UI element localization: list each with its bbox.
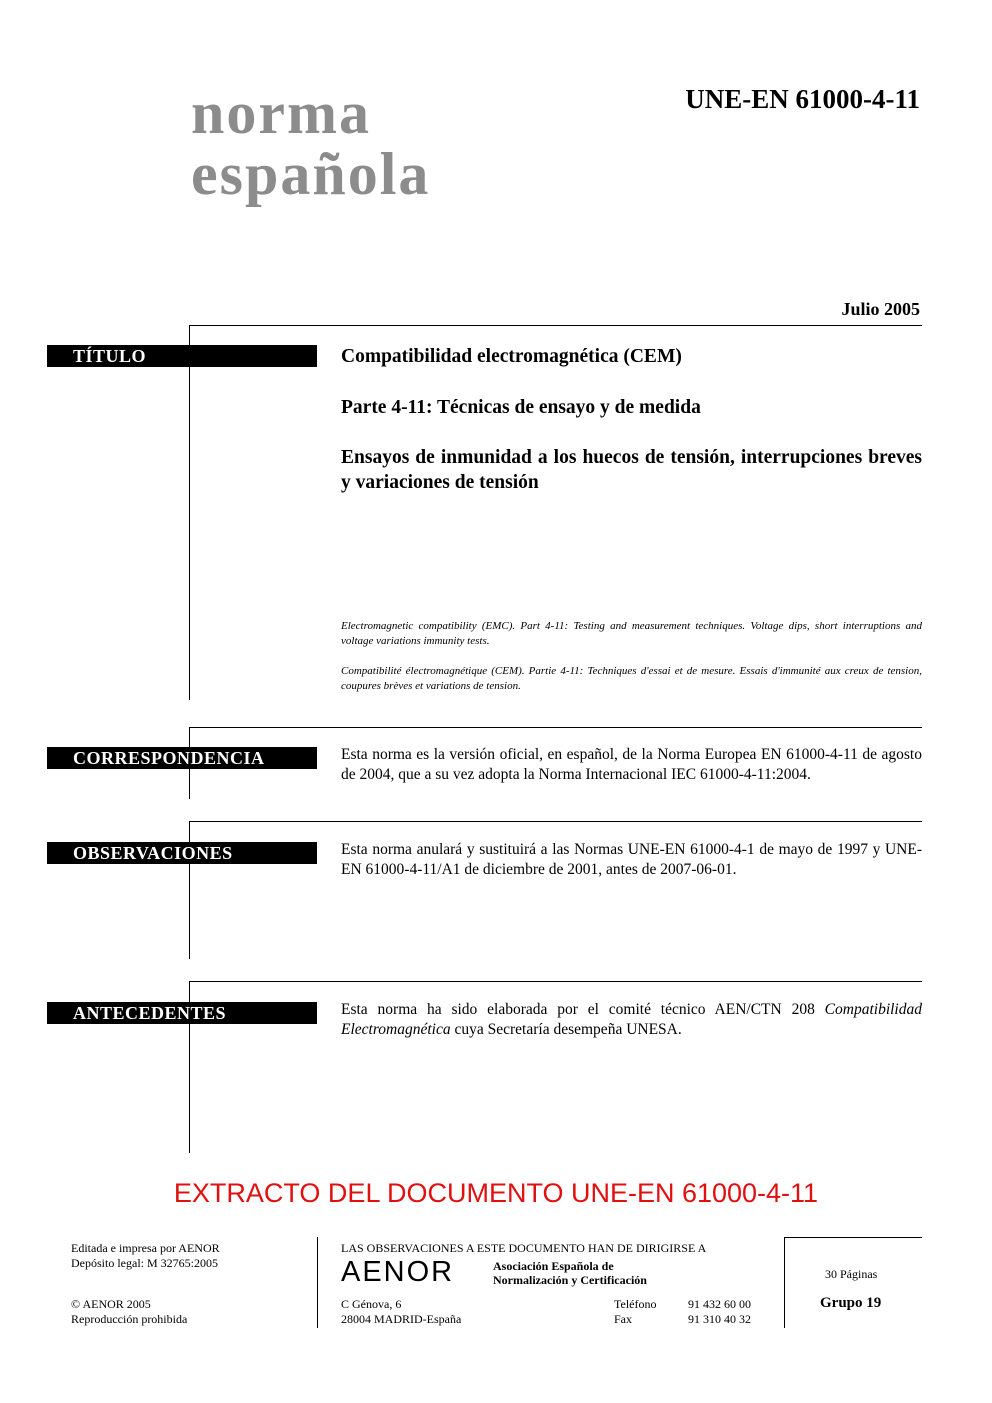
section-divider bbox=[189, 981, 922, 982]
observaciones-label: OBSERVACIONES bbox=[47, 842, 317, 864]
antecedentes-label: ANTECEDENTES bbox=[47, 1002, 317, 1024]
pages-box-left bbox=[784, 1237, 785, 1328]
title-english: Electromagnetic compatibility (EMC). Part 4-11: Testing and measurement techniques. Voltage dips, short interruptions and voltage variations immunity tests. bbox=[341, 620, 922, 647]
aenor-address: C Génova, 6 28004 MADRID-España bbox=[341, 1297, 462, 1326]
section-divider bbox=[189, 727, 922, 728]
title-line-3: Ensayos de inmunidad a los huecos de tensión, interrupciones breves y variaciones de tensión bbox=[341, 447, 922, 493]
price-group: Grupo 19 bbox=[820, 1295, 882, 1311]
observaciones-text: Esta norma anulará y sustituirá a las Normas UNE-EN 61000-4-1 de mayo de 1997 y UNE-EN 61000-4-11/A1 de diciembre de 2001, antes de 2007-06-01. bbox=[341, 841, 922, 878]
pages-box-top bbox=[784, 1237, 922, 1238]
titulo-label: TÍTULO bbox=[47, 345, 317, 367]
aenor-full-name: Asociación Española de Normalización y Certificación bbox=[493, 1259, 647, 1287]
footer-rule bbox=[317, 1237, 318, 1328]
title-line-2: Parte 4-11: Técnicas de ensayo y de medida bbox=[341, 397, 701, 418]
contact-numbers: 91 432 60 00 91 310 40 32 bbox=[688, 1297, 751, 1326]
contact-labels: Teléfono Fax bbox=[614, 1297, 657, 1326]
title-french: Compatibilité électromagnétique (CEM). Partie 4-11: Techniques d'essai et de mesure. Essais d'immunité aux creux de tension, coupures brèves et variations de tension. bbox=[341, 665, 922, 692]
section-rule bbox=[189, 325, 190, 700]
brand-espanola: española bbox=[191, 141, 431, 207]
title-line-1: Compatibilidad electromagnética (CEM) bbox=[341, 346, 682, 367]
aenor-logo: AENOR bbox=[341, 1256, 455, 1288]
publication-date: Julio 2005 bbox=[841, 299, 920, 319]
copyright-info: © AENOR 2005 Reproducción prohibida bbox=[71, 1297, 188, 1326]
brand-norma: norma bbox=[191, 80, 371, 146]
section-divider bbox=[189, 821, 922, 822]
edition-info: Editada e impresa por AENOR Depósito legal: M 32765:2005 bbox=[71, 1241, 220, 1270]
correspondencia-label: CORRESPONDENCIA bbox=[47, 747, 317, 769]
section-divider bbox=[189, 325, 922, 326]
page-count: 30 Páginas bbox=[825, 1267, 878, 1281]
correspondencia-text: Esta norma es la versión oficial, en español, de la Norma Europea EN 61000-4-11 de agosto de 2004, que a su vez adopta la Norma Internacional IEC 61000-4-11:2004. bbox=[341, 746, 922, 783]
extract-notice: EXTRACTO DEL DOCUMENTO UNE-EN 61000-4-11 bbox=[173, 1178, 819, 1208]
antecedentes-text: Esta norma ha sido elaborada por el comité técnico AEN/CTN 208 Compatibilidad Electromagnética cuya Secretaría desempeña UNESA. bbox=[341, 1001, 922, 1038]
observations-note: LAS OBSERVACIONES A ESTE DOCUMENTO HAN DE DIRIGIRSE A bbox=[341, 1241, 707, 1255]
standard-code: UNE-EN 61000-4-11 bbox=[685, 84, 920, 114]
